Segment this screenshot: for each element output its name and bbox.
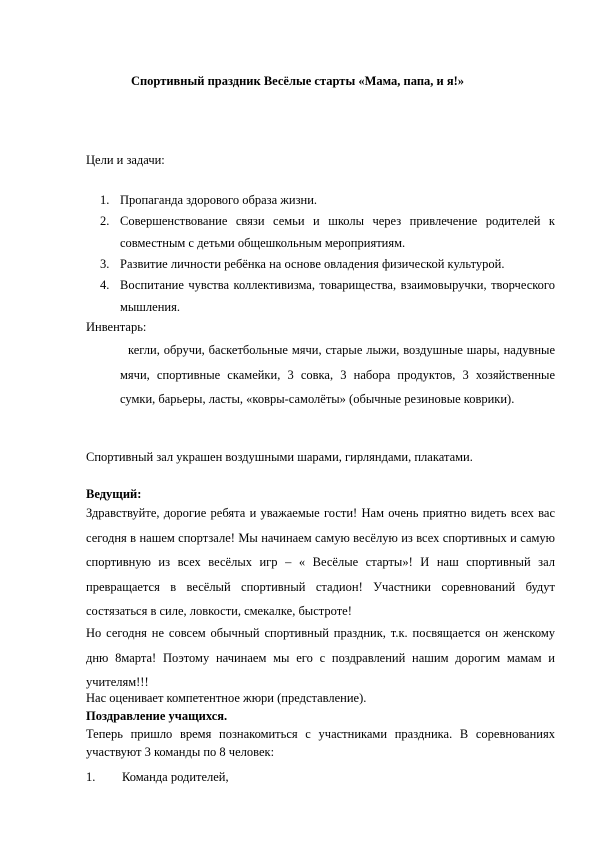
goals-list: [100, 190, 555, 318]
team-list-item: [86, 770, 229, 785]
list-item-text: Совершенствование связи семьи и школы через привлечение родителей к совместным с детьми общешкольным мероприятиям.: [120, 214, 555, 250]
list-item-number: 4.: [100, 278, 110, 292]
host-speech-2: Но сегодня не совсем обычный спортивный праздник, т.к. посвящается он женскому дню 8марта! Поэтому начинаем мы его с поздравлений нашим дорогим мамам и учителям!!!: [86, 626, 555, 689]
list-item-text: Пропаганда здорового образа жизни.: [120, 193, 318, 207]
list-item: [100, 210, 555, 254]
inventory-heading: Инвентарь:: [86, 320, 147, 334]
team-number: 1.: [86, 770, 96, 784]
list-item-number: 2.: [100, 214, 110, 228]
hall-decoration-text: Спортивный зал украшен воздушными шарами, гирляндами, плакатами.: [86, 450, 473, 464]
list-item: [100, 254, 555, 274]
list-item-text: Развитие личности ребёнка на основе овладения физической культурой.: [120, 257, 505, 271]
host-speech-1: Здравствуйте, дорогие ребята и уважаемые гости! Нам очень приятно видеть всех вас сегодня в нашем спортзале! Мы начинаем самую весёлую из всех спортивных и самую спортивную из всех весёлых игр – « Весёлые старты»! И наш спортивный зал превращается в весёлый спортивный стадион! Участники соревнований будут состязаться в силе, ловкости, смекалке, быстроте!: [86, 506, 555, 618]
list-item-text: Воспитание чувства коллективизма, товарищества, взаимовыручки, творческого мышления.: [120, 278, 555, 314]
students-congratulation: Поздравление учащихся.: [86, 709, 228, 723]
participants-text: Теперь пришло время познакомиться с участниками праздника. В соревнованиях участвуют 3 команды по 8 человек:: [86, 727, 555, 759]
page-title: Спортивный праздник Весёлые старты «Мама, папа, и я!»: [130, 74, 465, 88]
list-item: [100, 274, 555, 318]
goals-heading: Цели и задачи:: [86, 153, 165, 167]
list-item-number: 3.: [100, 257, 110, 271]
jury-text: Нас оценивает компетентное жюри (представление).: [86, 691, 367, 705]
team-name: Команда родителей,: [122, 770, 229, 784]
host-label: Ведущий:: [86, 487, 142, 501]
list-item-number: 1.: [100, 193, 110, 207]
inventory-text: кегли, обручи, баскетбольные мячи, старые лыжи, воздушные шары, надувные мячи, спортивные скамейки, 3 совка, 3 набора продуктов, 3 хозяйственные сумки, барьеры, ласты, «ковры-самолёты» (обычные резиновые коврики).: [120, 343, 555, 406]
list-item: [100, 190, 555, 210]
